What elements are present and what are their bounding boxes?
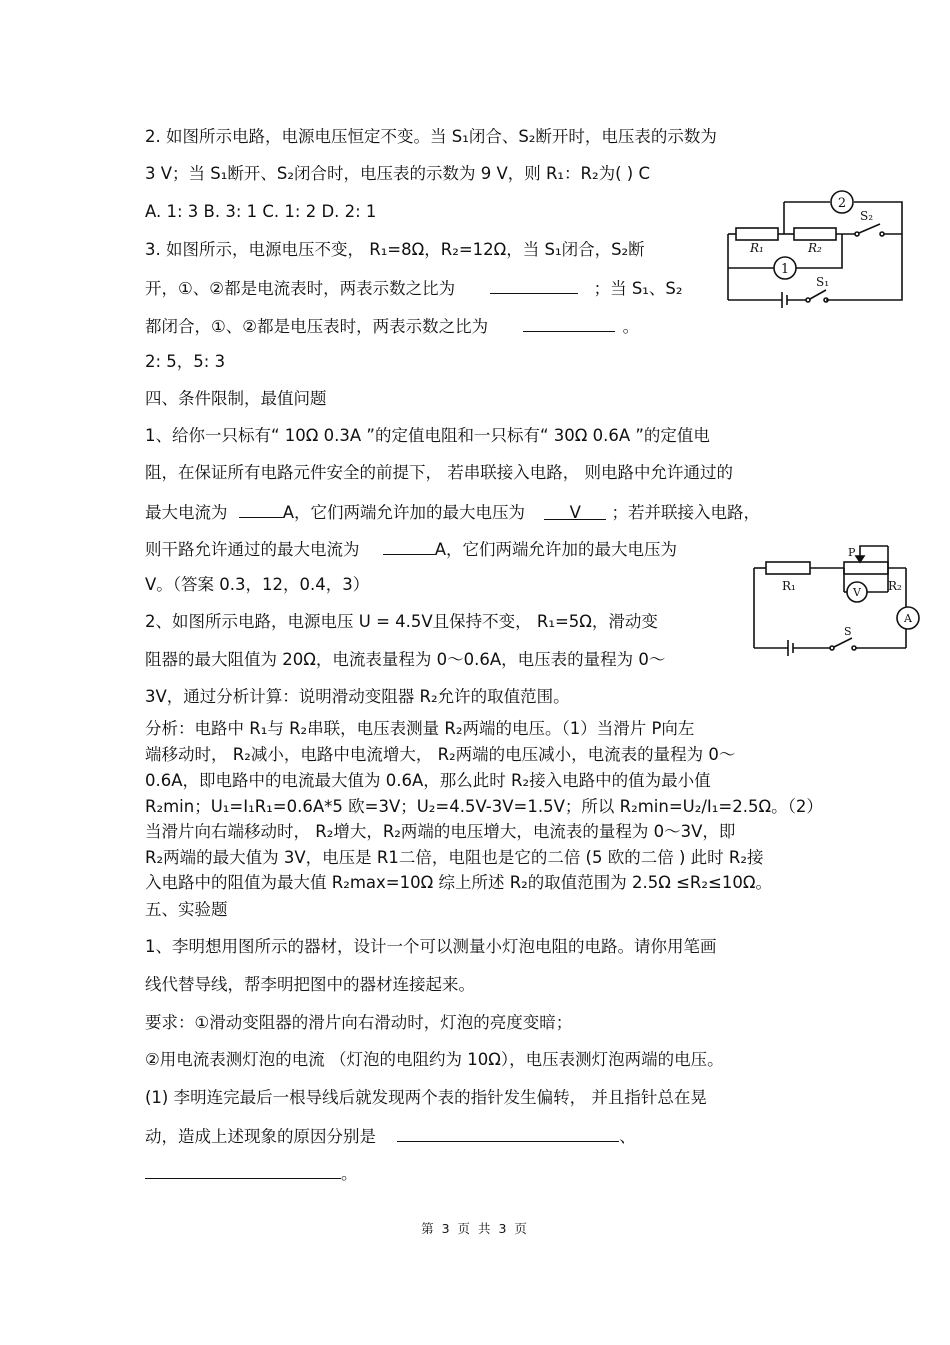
s4-q2-line-1: 2、如图所示电路，电源电压 U = 4.5V且保持不变， R₁=5Ω，滑动变	[145, 612, 658, 631]
analysis-line-5: 当滑片向右端移动时， R₂增大，R₂两端的电压增大，电流表的量程为 0～3V，即	[145, 822, 736, 841]
s5-q1-line-2: 线代替导线，帮李明把图中的器材连接起来。	[145, 975, 475, 994]
s4-q2-line-3: 3V，通过分析计算：说明滑动变阻器 R₂允许的取值范围。	[145, 687, 570, 706]
text: 则干路允许通过的最大电流为	[145, 540, 360, 559]
s5-q1-line-3: 要求：①滑动变阻器的滑片向右滑动时，灯泡的亮度变暗；	[145, 1013, 573, 1032]
q2-line-2: 3 V；当 S₁断开、S₂闭合时，电压表的示数为 9 V，则 R₁：R₂为( ) C	[145, 164, 651, 183]
answer-blank	[397, 1124, 619, 1142]
r2-label: R₂	[888, 579, 902, 593]
analysis-line-1: 分析：电路中 R₁与 R₂串联，电压表测量 R₂两端的电压。（1）当滑片 P向左	[145, 719, 695, 738]
analysis-line-4: R₂min；U₁=I₁R₁=0.6A*5 欧=3V；U₂=4.5V-3V=1.5V；所以 R₂min=U₂/I₁=2.5Ω。（2）	[145, 797, 823, 816]
s5-q1-line-5: (1) 李明连完最后一根导线后就发现两个表的指针发生偏转， 并且指针总在晃	[145, 1088, 707, 1107]
s4-q1-line-4	[145, 537, 677, 561]
text: 。	[341, 1164, 358, 1183]
q3-text-c: 都闭合，①、②都是电压表时，两表示数之比为	[145, 317, 489, 336]
q3-line-1: 3. 如图所示，电源电压不变， R₁=8Ω，R₂=12Ω，当 S₁闭合，S₂断	[145, 240, 645, 259]
voltmeter-label: V	[853, 586, 861, 599]
text: A，它们两端允许加的最大电压为	[434, 540, 678, 559]
s5-q1-line-1: 1、李明想用图所示的器材，设计一个可以测量小灯泡电阻的电路。请你用笔画	[145, 937, 717, 956]
circuit-diagram-2	[748, 544, 924, 662]
s5-q1-line-6	[145, 1124, 636, 1148]
text: 动，造成上述现象的原因分别是	[145, 1127, 376, 1146]
s1-label: S₁	[816, 275, 830, 289]
circuit-diagram-1	[722, 190, 912, 315]
resistor-r1-icon	[736, 228, 778, 240]
rheostat-r2-icon	[844, 562, 888, 574]
switch-s-label: S	[844, 625, 852, 638]
s2-label: S₂	[860, 209, 874, 223]
answer-blank	[145, 1161, 341, 1179]
text: ；若并联接入电路，	[611, 503, 761, 522]
page-footer: 第 3 页 共 3 页	[421, 1221, 529, 1236]
unit: V	[569, 503, 581, 522]
analysis-line-6: R₂两端的最大值为 3V，电压是 R1二倍，电阻也是它的二倍 (5 欧的二倍 ) 此时 R₂接	[145, 848, 764, 867]
resistor-r1-icon	[766, 562, 810, 574]
r1-label: R₁	[782, 579, 796, 593]
s5-q1-line-7	[145, 1161, 358, 1185]
q3-text-d: 。	[622, 317, 640, 336]
s5-q1-line-4: ②用电流表测灯泡的电流 （灯泡的电阻约为 10Ω），电压表测灯泡两端的电压。	[145, 1050, 724, 1069]
q2-line-1: 2. 如图所示电路，电源电压恒定不变。当 S₁闭合、S₂断开时，电压表的示数为	[145, 127, 717, 146]
answer-blank	[490, 276, 578, 294]
section-5-heading: 五、实验题	[145, 900, 228, 919]
answer-blank	[383, 537, 435, 555]
text: 、	[619, 1127, 636, 1146]
section-4-heading: 四、条件限制，最值问题	[145, 389, 327, 408]
answer-blank-with-unit	[544, 502, 606, 520]
q3-line-2	[145, 276, 683, 300]
slider-p-label: P	[848, 546, 856, 559]
meter-1-label: 1	[780, 262, 790, 277]
s4-q1-line-2: 阻，在保证所有电路元件安全的前提下， 若串联接入电路， 则电路中允许通过的	[145, 463, 733, 482]
resistor-r2-icon	[794, 228, 836, 240]
s4-q2-line-2: 阻器的最大阻值为 20Ω，电流表量程为 0～0.6A，电压表的量程为 0～	[145, 650, 666, 669]
analysis-line-7: 入电路中的阻值为最大值 R₂max=10Ω 综上所述 R₂的取值范围为 2.5Ω ≤R₂≤10Ω。	[145, 873, 772, 892]
q2-options: A. 1: 3 B. 3: 1 C. 1: 2 D. 2: 1	[145, 202, 377, 221]
text: A，它们两端允许加的最大电压为	[282, 503, 526, 522]
s4-q1-answer: V。（答案 0.3，12，0.4，3）	[145, 575, 370, 594]
meter-2-label: 2	[837, 196, 847, 211]
answer-blank	[523, 314, 615, 332]
r1-label: R₁	[750, 241, 764, 255]
q3-text-b: ；当 S₁、S₂	[593, 279, 683, 298]
s4-q1-line-1: 1、给你一只标有“ 10Ω 0.3A ”的定值电阻和一只标有“ 30Ω 0.6A ”的定值电	[145, 426, 710, 445]
analysis-line-2: 端移动时， R₂减小，电路中电流增大， R₂两端的电压减小，电流表的量程为 0～	[145, 745, 736, 764]
s4-q1-line-3	[145, 500, 760, 524]
answer-blank	[239, 500, 283, 518]
analysis-line-3: 0.6A，即电路中的电流最大值为 0.6A，那么此时 R₂接入电路中的值为最小值	[145, 771, 711, 790]
q3-text-a: 开，①、②都是电流表时，两表示数之比为	[145, 279, 456, 298]
ammeter-label: A	[904, 612, 912, 625]
r2-label: R₂	[808, 241, 822, 255]
text: 最大电流为	[145, 503, 228, 522]
q3-line-3	[145, 314, 639, 338]
q3-answer: 2: 5，5: 3	[145, 352, 226, 371]
